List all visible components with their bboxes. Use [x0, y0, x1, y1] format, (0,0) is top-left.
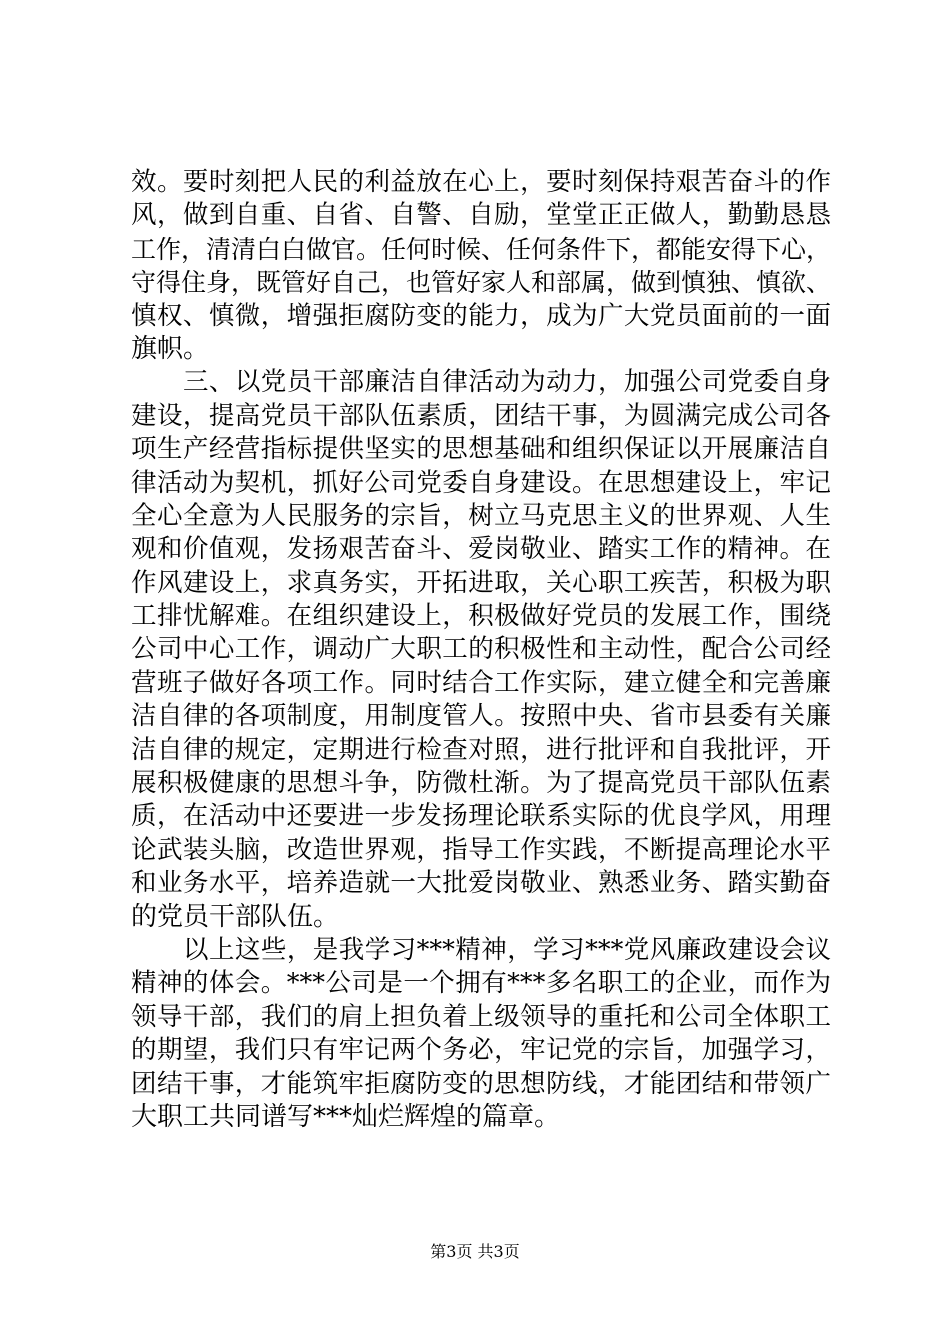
text-line: 论武装头脑，改造世界观，指导工作实践，不断提高理论水平 — [131, 834, 831, 865]
text-line: 展积极健康的思想斗争，防微杜渐。为了提高党员干部队伍素 — [131, 768, 831, 799]
text-line: 质，在活动中还要进一步发扬理论联系实际的优良学风，用理 — [131, 801, 831, 832]
text-line: 作风建设上，求真务实，开拓进取，关心职工疾苦，积极为职 — [131, 567, 831, 598]
text-line: 和业务水平，培养造就一大批爱岗敬业、熟悉业务、踏实勤奋 — [131, 868, 831, 899]
paragraph-start-line: 以上这些，是我学习***精神，学习***党风廉政建设会议 — [183, 934, 831, 965]
text-line: 工作，清清白白做官。任何时候、任何条件下，都能安得下心， — [131, 234, 832, 264]
text-line: 观和价值观，发扬艰苦奋斗、爱岗敬业、踏实工作的精神。在 — [131, 534, 831, 565]
text-line: 效。要时刻把人民的利益放在心上，要时刻保持艰苦奋斗的作 — [131, 167, 831, 197]
text-line: 律活动为契机，抓好公司党委自身建设。在思想建设上，牢记 — [131, 467, 831, 498]
text-line: 慎权、慎微，增强拒腐防变的能力，成为广大党员面前的一面 — [131, 300, 831, 331]
text-line: 项生产经营指标提供坚实的思想基础和组织保证以开展廉洁自 — [131, 434, 831, 465]
text-line: 建设，提高党员干部队伍素质，团结干事，为圆满完成公司各 — [131, 400, 831, 431]
document-body — [131, 166, 831, 1134]
text-line: 公司中心工作，调动广大职工的积极性和主动性，配合公司经 — [131, 634, 831, 665]
text-line: 全心全意为人民服务的宗旨，树立马克思主义的世界观、人生 — [131, 500, 831, 531]
text-line: 的期望，我们只有牢记两个务必，牢记党的宗旨，加强学习， — [131, 1035, 831, 1066]
text-line: 团结干事，才能筑牢拒腐防变的思想防线，才能团结和带领广 — [131, 1068, 831, 1099]
text-line: 的党员干部队伍。 — [131, 901, 340, 932]
text-line: 精神的体会。***公司是一个拥有***多名职工的企业，而作为 — [131, 968, 831, 999]
text-line: 领导干部，我们的肩上担负着上级领导的重托和公司全体职工 — [131, 1001, 831, 1032]
text-line: 工排忧解难。在组织建设上，积极做好党员的发展工作，围绕 — [131, 601, 831, 632]
text-line: 旗帜。 — [131, 333, 210, 364]
text-line: 大职工共同谱写***灿烂辉煌的篇章。 — [131, 1101, 561, 1132]
text-line: 风，做到自重、自省、自警、自励，堂堂正正做人，勤勤恳恳 — [131, 200, 831, 231]
text-line: 营班子做好各项工作。同时结合工作实际，建立健全和完善廉 — [131, 667, 831, 698]
text-line: 洁自律的规定，定期进行检查对照，进行批评和自我批评，开 — [131, 734, 831, 765]
paragraph-start-line: 三、以党员干部廉洁自律活动为动力，加强公司党委自身 — [183, 367, 831, 398]
text-line: 洁自律的各项制度，用制度管人。按照中央、省市县委有关廉 — [131, 701, 831, 732]
page-number-footer: 第3页 共3页 — [430, 1242, 520, 1261]
text-line: 守得住身，既管好自己，也管好家人和部属，做到慎独、慎欲、 — [131, 268, 832, 298]
